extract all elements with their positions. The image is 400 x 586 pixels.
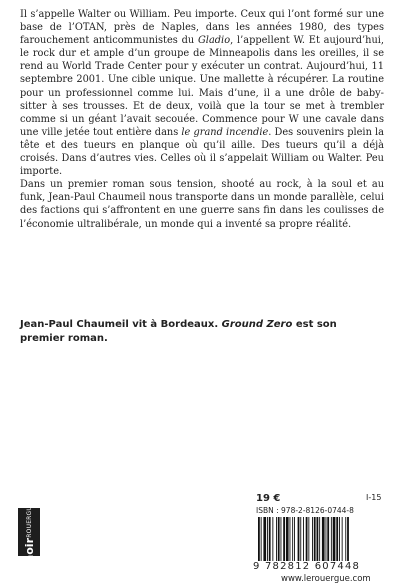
barcode-bar — [278, 517, 280, 563]
barcode-bar — [312, 517, 313, 563]
back-cover-blurb — [20, 8, 384, 231]
barcode-bar — [294, 517, 295, 563]
catalog-code: I-15 — [366, 493, 382, 502]
book-title: Ground Zero — [221, 319, 293, 330]
barcode-bar — [333, 517, 336, 563]
barcode-bar — [336, 517, 338, 563]
barcode-bar — [276, 517, 277, 563]
barcode-bar — [267, 517, 268, 563]
website: www.lerouergue.com — [281, 574, 371, 584]
barcode-bar — [261, 517, 262, 563]
logo-line-noir: noir — [22, 537, 36, 563]
barcode-bar — [298, 517, 300, 563]
publisher-logo — [18, 501, 40, 563]
barcode-bar — [290, 517, 291, 563]
blurb-paragraph-2: Dans un premier roman sous tension, shooté au rock, à la soul et au funk, Jean-Paul Chaumeil nous transporte dans un monde parallèle, celui des factions qui s’affrontent en une guerre sans fin dans les coulisses de l’économie ultralibérale, un monde qui a inventé sa propre réalité. — [20, 179, 384, 230]
barcode-bar — [326, 517, 327, 563]
barcode-bar — [258, 517, 260, 563]
author-text: Jean-Paul Chaumeil vit à Bordeaux. — [20, 319, 222, 330]
barcode-bar — [327, 517, 329, 563]
author-note — [20, 318, 384, 346]
barcode-bar — [263, 517, 266, 563]
barcode-bar — [283, 517, 285, 563]
barcode-bar — [303, 517, 304, 563]
barcode-bar — [331, 517, 332, 563]
blurb-paragraph-1 — [20, 8, 384, 178]
blurb-italic-incendie: le grand incendie — [181, 126, 269, 138]
barcode-bar — [286, 517, 289, 563]
barcode-bar — [281, 517, 282, 563]
barcode-icon — [256, 517, 384, 565]
blurb-text: . Des souvenirs plein la tête et des tueurs en planque où qu’il aille. Des tueurs qu’il a déjà croisés. Dans d’autres vies. Celles où il s’appelait William ou Walter. Peu importe. — [20, 126, 384, 178]
barcode-bar — [269, 517, 271, 563]
barcode-bar — [292, 517, 293, 563]
logo-line-rouergue: ROUERGUE — [25, 501, 33, 538]
barcode-bar — [339, 517, 340, 563]
barcode-bar — [317, 517, 319, 563]
blurb-text: , l’appellent W. Et aujourd’hui, le rock dur et ample d’un groupe de Minneapolis dans les oreilles, il se rend au World Trade Center pour y exécuter un contrat. Aujourd’hui, 11 septembre 2001. Une cible unique. Une mallette à récupérer. La routine pour un professionnel comme lui. Mais d’une, il a une drôle de baby-sitter à ses trousses. Et de deux, voilà que la tour se met à trembler comme si un géant l’avait secouée. Commence pour W une cavale dans une ville jetée tout entière dans — [20, 35, 385, 138]
blurb-italic-gladio: Gladio — [197, 35, 231, 47]
barcode-bar — [345, 517, 346, 563]
barcode-bar — [319, 517, 320, 563]
barcode-bar — [272, 517, 273, 563]
barcode-digits: 9 782812 607448 — [253, 561, 387, 572]
author-text: est son premier roman. — [20, 319, 337, 344]
barcode — [256, 517, 384, 567]
barcode-bar — [347, 517, 349, 563]
barcode-bar — [322, 517, 325, 563]
barcode-bar — [314, 517, 316, 563]
barcode-bar — [300, 517, 301, 563]
barcode-bar — [342, 517, 343, 563]
barcode-bar — [308, 517, 309, 563]
price: 19 € — [256, 493, 281, 504]
barcode-bar — [306, 517, 308, 563]
isbn: ISBN : 978-2-8126-0744-8 — [256, 506, 354, 515]
blurb-text: Il s’appelle Walter ou William. Peu importe. Ceux qui l’ont formé sur une base de l’OTAN, près de Naples, dans les années 1980, des types farouchement anticommunistes du — [20, 9, 384, 47]
